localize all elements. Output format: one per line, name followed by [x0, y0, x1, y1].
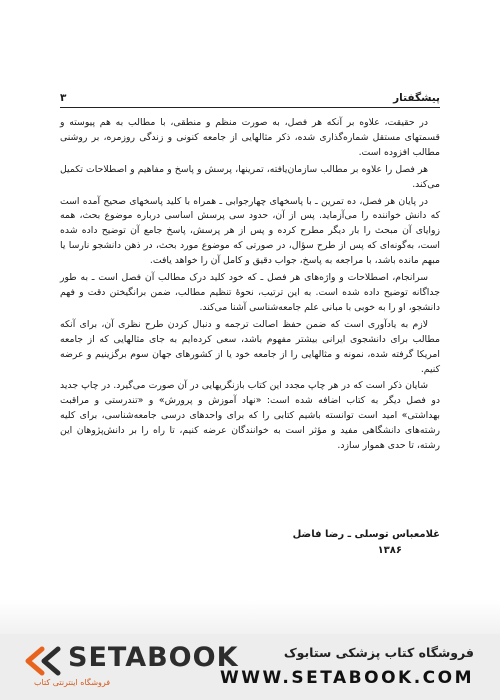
- header-rule: [60, 107, 440, 108]
- paragraph: در پایان هر فصل، ده تمرین ـ با پاسخهای چهارجوابی ـ همراه با کلید پاسخهای صحیح آمده است که دانش خواننده را می‌آزماید. پس از آن، حدود سی پرسش اساسی درباره موضوع بحث، همه زوایای آن مبحث را بار دیگر مطرح کرده و پس از هر پرسش، پاسخ جامع آن توضیح داده شده است، به‌گونه‌ای که پس از طرح سؤال، در صورتی که موضوع مورد بحث، در ذهن دانشجو نارسا یا مبهم مانده باشد، با مراجعه به پاسخ، جواب دقیق و کامل آن را خواهد یافت.: [60, 195, 440, 267]
- paragraph: سرانجام، اصطلاحات و واژه‌های هر فصل ـ که خود کلید درک مطالب آن فصل است ـ به طور جداگانه توضیح داده شده است. به این ترتیب، نحوهٔ تنظیم مطالب، ضمن برانگیختن دقت و فهم دانشجو، او را به خوبی با مبانی علم جامعه‌شناسی آشنا می‌کند.: [60, 272, 440, 313]
- paragraph: هر فصل را علاوه بر مطالب سازمان‌یافته، تمرینها، پرسش و پاسخ و مفاهیم و اصطلاحات تکمیل می‌کند.: [60, 163, 440, 190]
- logo-tagline: فروشگاه اینترنتی کتاب: [34, 678, 111, 687]
- store-name: فروشگاه کتاب پزشکی ستابوک: [283, 645, 474, 660]
- author-names: غلامعباس توسلی ـ رضا فاضل: [292, 529, 440, 540]
- running-header: [60, 88, 440, 104]
- paragraph: شایان ذکر است که در هر چاپ مجدد این کتاب بازنگریهایی در آن صورت می‌گیرد. در چاپ جدید دو فصل دیگر به کتاب اضافه شده است: «نهاد آموزش و پرورش» و «تندرستی و مراقبت بهداشتی» امید است توانسته باشیم کتابی را که برای واحدهای درسی جامعه‌شناسی، برای کلیه رشته‌های دانشگاهی مفید و مؤثر است به خوانندگان عرضه کنیم، تا راه را بر دانش‌پژوهان این رشته، تا حدی هموار سازد.: [60, 380, 440, 452]
- body-text: [60, 116, 440, 456]
- running-title: پیشگفتار: [393, 92, 440, 104]
- signature-block: [293, 527, 440, 559]
- paragraph: در حقیقت، علاوه بر آنکه هر فصل، به صورت منظم و منطقی، با مطالب به هم پیوسته و قسمتهای مستقل شماره‌گذاری شده، ذکر مثالهایی از جامعه کنونی و زندگی روزمره، بر روشنی مطالب افزوده است.: [60, 117, 440, 158]
- double-chevron-left-icon: [20, 646, 64, 676]
- page-number: ۳: [60, 92, 67, 104]
- signature-year: ۱۳۸۶: [377, 545, 402, 556]
- setabook-logo[interactable]: [14, 642, 239, 694]
- store-footer-banner: [0, 634, 500, 700]
- store-url-link[interactable]: WWW.SETABOOK.COM: [220, 668, 474, 688]
- paragraph: لازم به یادآوری است که ضمن حفظ اصالت ترجمه و دنبال کردن طرح نظری آن، برای آنکه مطالب برای دانشجوی ایرانی بیشتر مفهوم باشد، سعی کرده‌ایم به جای مثالهایی که از جامعه امریکا گرفته شده، نمونه و مثالهایی را از جامعه خود یا از کشورهای جهان سوم برگزینیم و عرضه کنیم.: [60, 318, 440, 375]
- scan-shadow: [0, 600, 500, 634]
- logo-wordmark: SETABOOK: [68, 642, 239, 673]
